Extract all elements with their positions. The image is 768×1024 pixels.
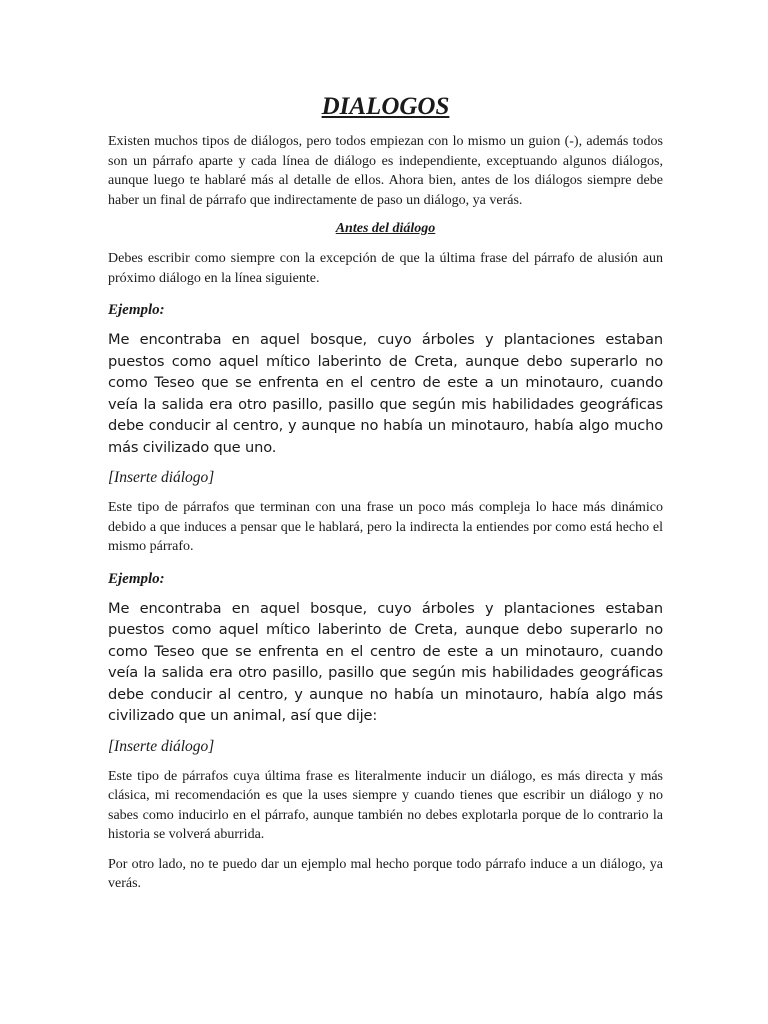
document-page	[108, 92, 663, 904]
example-label: Ejemplo:	[108, 302, 165, 318]
closing-paragraph: Por otro lado, no te puedo dar un ejemplo mal hecho porque todo párrafo induce a un diálogo, ya verás.	[108, 856, 663, 891]
example-paragraph: Me encontraba en aquel bosque, cuyo árboles y plantaciones estaban puestos como aquel mítico laberinto de Creta, aunque debo superarlo no como Teseo que se enfrenta en el centro de este a un minotauro, cuando veía la salida era otro pasillo, pasillo que según mis habilidades geográficas debe conducir al centro, y aunque no había un minotauro, había algo más civilizado que un animal, así que dije:	[108, 599, 663, 724]
example-label: Ejemplo:	[108, 570, 165, 587]
insert-dialogue-placeholder: [Inserte diálogo]	[108, 469, 215, 486]
insert-dialogue-placeholder: [Inserte diálogo]	[108, 737, 215, 755]
intro-paragraph: Existen muchos tipos de diálogos, pero todos empiezan con lo mismo un guion (-), además todos son un párrafo aparte y cada línea de diálogo es independiente, exceptuando algunos diálogos, aunque luego te hablaré más al detalle de ellos. Ahora bien, antes de los diálogos siempre debe haber un final de párrafo que indirectamente de paso un diálogo, ya verás.	[108, 134, 663, 208]
example-paragraph: Me encontraba en aquel bosque, cuyo árboles y plantaciones estaban puestos como aquel mítico laberinto de Creta, aunque debo superarlo no como Teseo que se enfrenta en el centro de este a un minotauro, cuando veía la salida era otro pasillo, pasillo que según mis habilidades geográficas debe conducir al centro, y aunque no había un minotauro, había algo mucho más civilizado que uno.	[108, 331, 663, 456]
explanation-paragraph: Este tipo de párrafos cuya última frase es literalmente inducir un diálogo, es más directa y más clásica, mi recomendación es que la uses siempre y cuando tienes que escribir un diálogo y no sabes como inducirlo en el párrafo, aunque también no debes explotarla porque de lo contrario la historia se volverá aburrida.	[108, 768, 663, 842]
section-paragraph: Debes escribir como siempre con la excepción de que la última frase del párrafo de alusión aun próximo diálogo en la línea siguiente.	[108, 251, 663, 286]
section-title: Antes del diálogo	[335, 221, 436, 236]
document-title: DIALOGOS	[321, 93, 450, 120]
explanation-paragraph: Este tipo de párrafos que terminan con una frase un poco más compleja lo hace más dinámico debido a que induces a pensar que le hablará, pero la indirecta la entiendes por como está hecho el mismo párrafo.	[108, 500, 663, 554]
